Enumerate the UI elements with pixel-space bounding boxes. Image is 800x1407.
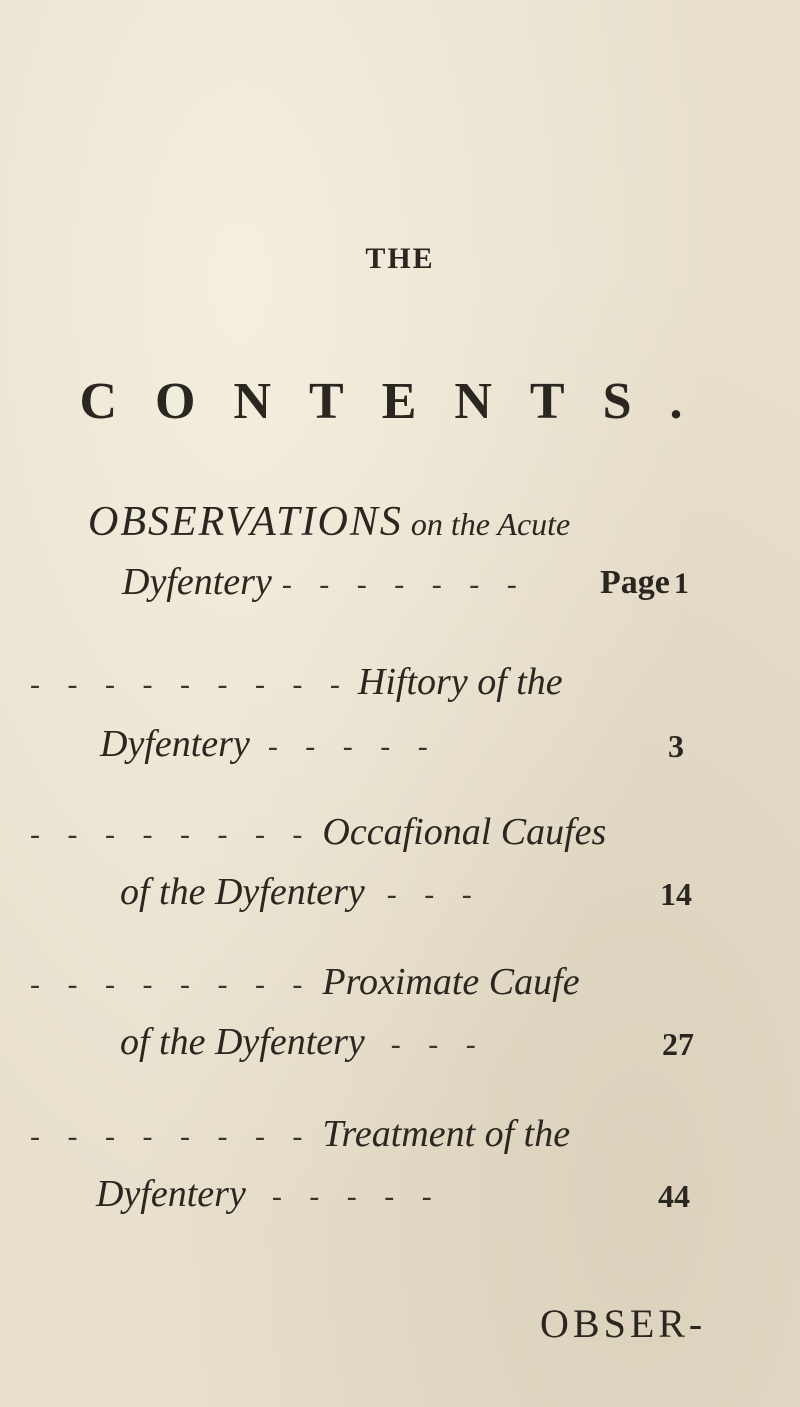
entry-proximate-line2 xyxy=(120,1020,486,1064)
page-label: Page xyxy=(600,564,670,601)
entry-line2: Dyfentery xyxy=(96,1173,246,1215)
entry-leaders: - - - - - - - xyxy=(281,568,527,601)
entry-leaders: - - - - - xyxy=(271,1180,442,1213)
entry-text: Hiftory of the xyxy=(357,661,563,703)
entry-observations-line2 xyxy=(122,560,527,604)
entry-history-line1 xyxy=(30,660,563,704)
entry-treatment-line2 xyxy=(96,1172,442,1216)
page-number: 1 xyxy=(673,567,689,600)
entry-lead-dashes: - - - - - - - - xyxy=(30,818,313,851)
entry-occasional-line1 xyxy=(30,810,606,854)
entry-proximate-line1 xyxy=(30,960,580,1004)
entry-lead-dashes: - - - - - - - - - xyxy=(30,668,350,701)
entry-title: OBSERVATIONS xyxy=(88,499,403,545)
entry-lead-dashes: - - - - - - - - xyxy=(30,968,313,1001)
page-number: 3 xyxy=(668,728,684,764)
entry-line2: Dyfentery xyxy=(100,723,250,765)
page-number: 44 xyxy=(658,1178,690,1214)
page-number: 14 xyxy=(660,876,692,912)
catchword: OBSER- xyxy=(540,1301,707,1346)
heading-the: THE xyxy=(365,242,435,275)
entry-text: Occafional Caufes xyxy=(322,811,607,853)
entry-text: Proximate Caufe xyxy=(322,961,580,1003)
entry-leaders: - - - xyxy=(386,878,482,911)
entry-lead-dashes: - - - - - - - - xyxy=(30,1120,313,1153)
page-number: 27 xyxy=(662,1026,694,1062)
entry-line2: of the Dyfentery xyxy=(120,871,365,913)
entry-treatment-line1 xyxy=(30,1112,570,1156)
entry-history-line2 xyxy=(100,722,438,766)
entry-line2: Dyfentery xyxy=(122,561,272,603)
entry-leaders: - - - - - xyxy=(267,730,438,763)
entry-observations-line1 xyxy=(88,498,570,546)
entry-title-rest: on the Acute xyxy=(402,506,571,542)
entry-observations-page xyxy=(600,564,689,602)
entry-occasional-line2 xyxy=(120,870,482,914)
entry-line2: of the Dyfentery xyxy=(120,1021,365,1063)
entry-text: Treatment of the xyxy=(322,1113,571,1155)
entry-leaders: - - - xyxy=(390,1028,486,1061)
heading-contents: CONTENTS. xyxy=(79,373,721,430)
